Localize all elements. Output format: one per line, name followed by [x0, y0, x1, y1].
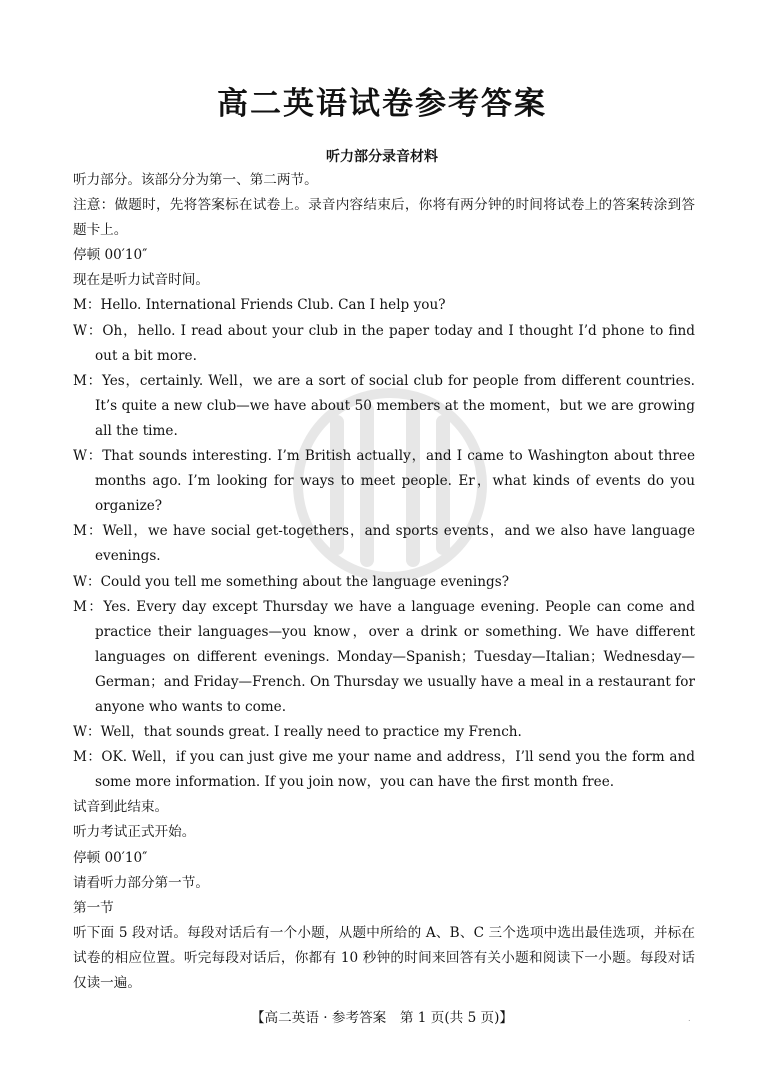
page-title: 高二英语试卷参考答案 — [217, 86, 547, 122]
scan-speck: . — [688, 1014, 691, 1023]
section-subtitle: 听力部分录音材料 — [326, 149, 438, 165]
dialogue-line-m: M：Hello. International Friends Club. Can I help you? — [73, 297, 446, 314]
test-time-line: 现在是听力试音时间。 — [73, 272, 209, 289]
section-one-heading: 第一节 — [73, 899, 114, 916]
intro-line: 听力部分。该部分分为第一、第二两节。 — [73, 172, 318, 188]
dialogue-line-m: M：Well，we have social get-togethers，and sports events，and we also have language evenings. — [73, 523, 695, 565]
dialogue-line-w: W：Could you tell me something about the language evenings? — [73, 573, 509, 590]
section-one-prompt: 请看听力部分第一节。 — [73, 874, 209, 891]
dialogue-line-m: M：OK. Well，if you can just give me your name and address，I’ll send you the form and some more information. If you join now，you can have the first month free. — [73, 749, 695, 791]
page-footer: 【高二英语 · 参考答案 第 1 页(共 5 页)】 — [250, 1010, 514, 1026]
dialogue-line-w: W：That sounds interesting. I’m British actually，and I came to Washington about three months ago. I’m looking for ways to meet people. Er，what kinds of events do you organize? — [73, 448, 695, 515]
pause-line: 停顿 00′10″ — [73, 247, 148, 264]
dialogue-line-w: W：Well，that sounds great. I really need to practice my French. — [73, 724, 522, 741]
dialogue-line-w: W：Oh，hello. I read about your club in the paper today and I thought I’d phone to find out a bit more. — [73, 322, 695, 364]
test-end-line: 试音到此结束。 — [73, 799, 169, 816]
section-one-instructions: 听下面 5 段对话。每段对话后有一个小题，从题中所给的 A、B、C 三个选项中选出最佳选项，并标在试卷的相应位置。听完每段对话后，你都有 10 秒钟的时间来回答有关小题和阅读下一小题。每段对话仅读一遍。 — [73, 924, 695, 991]
dialogue-line-m: M：Yes，certainly. Well，we are a sort of social club for people from different countries. It’s quite a new club—we have about 50 members at the moment，but we are growing all the time. — [73, 372, 695, 439]
exam-start-line: 听力考试正式开始。 — [73, 824, 196, 841]
transcript-body — [73, 168, 695, 996]
pause-line: 停顿 00′10″ — [73, 849, 148, 866]
instruction-paragraph: 注意：做题时，先将答案标在试卷上。录音内容结束后，你将有两分钟的时间将试卷上的答案转涂到答题卡上。 — [73, 197, 695, 239]
dialogue-line-m: M：Yes. Every day except Thursday we have a language evening. People can come and practice their languages—you know，over a drink or something. We have different languages on different evenings. Monday—Spanish；Tuesday—Italian；Wednesday—German；and Friday—French. On Thursday we usually have a meal in a restaurant for anyone who wants to come. — [73, 598, 695, 715]
